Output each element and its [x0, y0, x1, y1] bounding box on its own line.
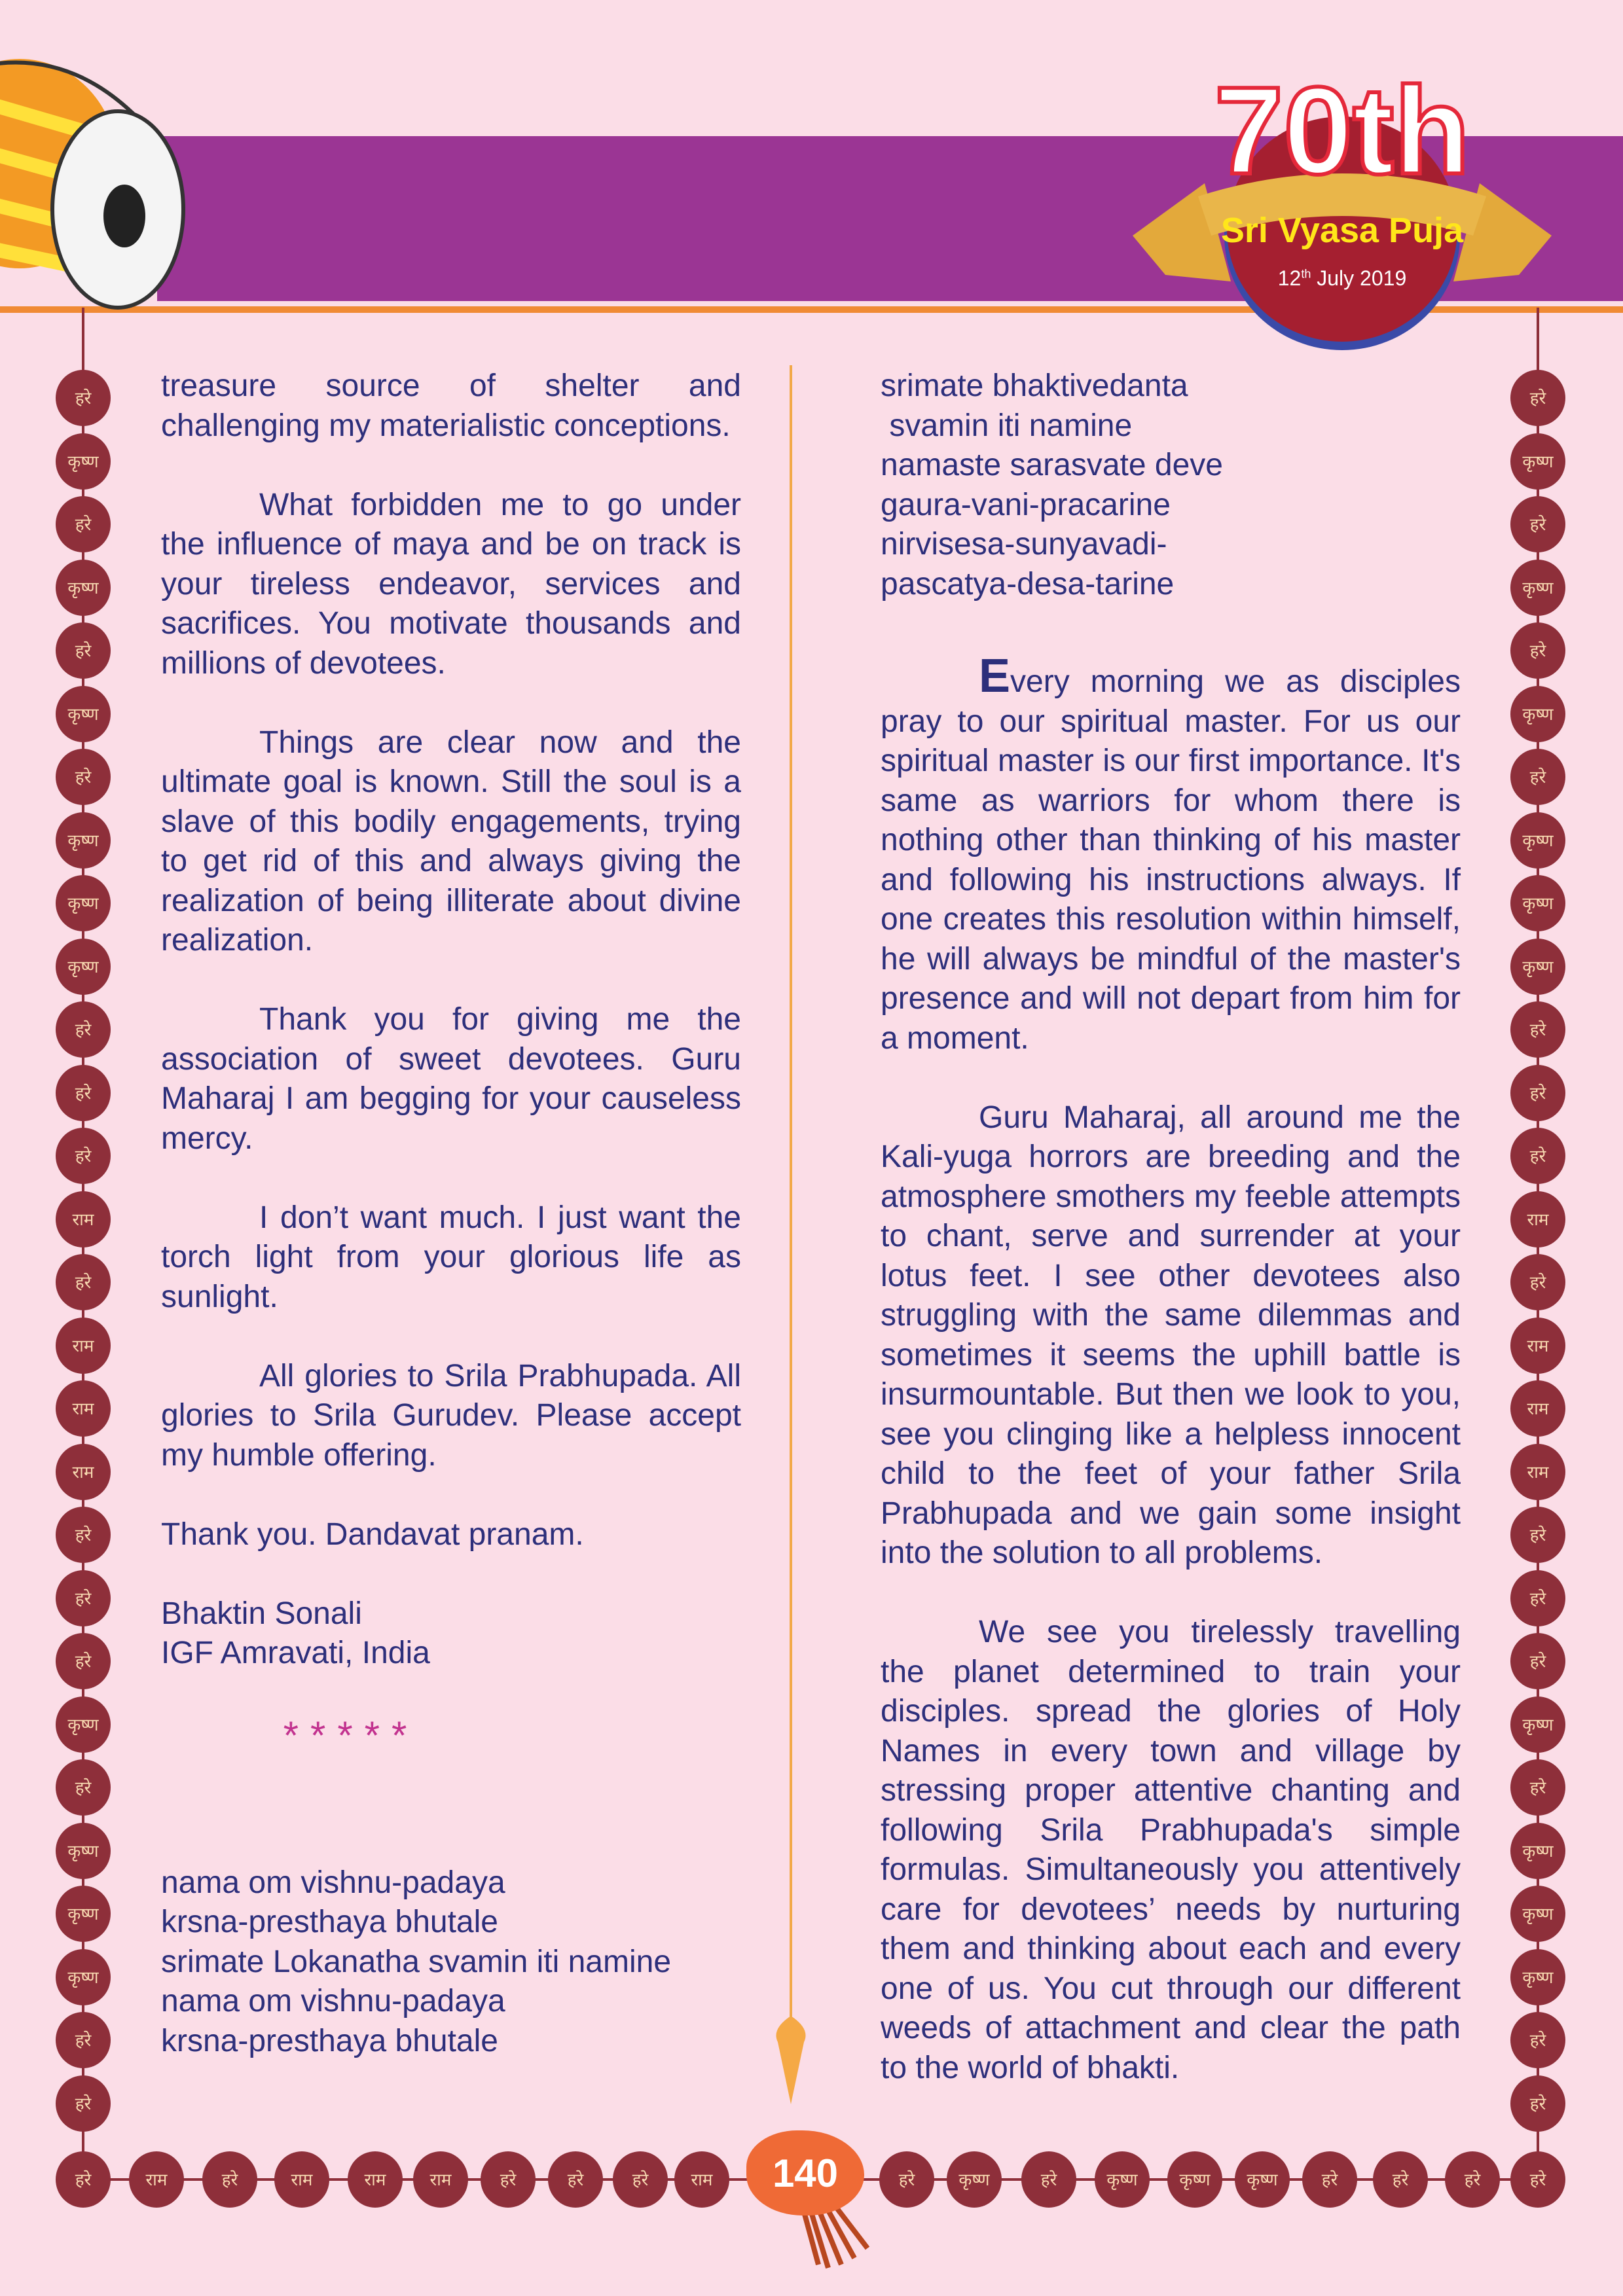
- bead: हरे: [1510, 2151, 1565, 2208]
- verse-line: svamin iti namine: [881, 408, 1133, 443]
- verse-line: nirvisesa-sunyavadi-: [881, 527, 1167, 562]
- bead: कृष्ण: [947, 2151, 1002, 2208]
- badge-date: 12th July 2019: [1277, 266, 1407, 290]
- bead: राम: [1510, 1444, 1565, 1500]
- signature-name: Bhaktin Sonali: [161, 1596, 362, 1631]
- badge-title: Sri Vyasa Puja: [1220, 211, 1464, 250]
- bead: कृष्ण: [1510, 560, 1565, 616]
- bead: हरे: [613, 2151, 668, 2208]
- left-column: [161, 367, 741, 2061]
- bead: हरे: [56, 2151, 111, 2208]
- bead: हरे: [879, 2151, 934, 2208]
- badge-number: 70th: [1214, 62, 1470, 200]
- left-paragraph-1: treasure source of shelter and challenging my materialistic conceptions.: [161, 368, 741, 443]
- bead: हरे: [56, 622, 111, 679]
- bead: कृष्ण: [56, 1886, 111, 1942]
- bead: कृष्ण: [56, 560, 111, 616]
- bead: कृष्ण: [56, 686, 111, 742]
- bead: कृष्ण: [1510, 1886, 1565, 1942]
- bead: हरे: [1510, 622, 1565, 679]
- bead: कृष्ण: [56, 875, 111, 931]
- bead: राम: [56, 1318, 111, 1374]
- verse-line: krsna-presthaya bhutale: [161, 2023, 498, 2058]
- page-number: 140: [746, 2130, 864, 2215]
- bead: हरे: [1510, 1759, 1565, 1816]
- verse-line: srimate Lokanatha svamin iti namine: [161, 1944, 672, 1979]
- bead: राम: [56, 1444, 111, 1500]
- bead: कृष्ण: [1510, 1949, 1565, 2005]
- bead: हरे: [56, 1507, 111, 1563]
- bead: हरे: [1373, 2151, 1428, 2208]
- bead: हरे: [1021, 2151, 1076, 2208]
- section-separator: *****: [283, 1713, 419, 1757]
- bead: राम: [274, 2151, 329, 2208]
- signature-place: IGF Amravati, India: [161, 1636, 430, 1670]
- verse-line: krsna-presthaya bhutale: [161, 1905, 498, 1939]
- right-paragraph-1: [881, 650, 1461, 1058]
- closing-line: Thank you. Dandavat pranam.: [161, 1516, 584, 1552]
- verse-line: srimate bhaktivedanta: [881, 368, 1188, 403]
- bead: कृष्ण: [56, 1949, 111, 2005]
- bead: हरे: [1510, 2012, 1565, 2068]
- bead: हरे: [1510, 1065, 1565, 1121]
- left-paragraph-5: I don’t want much. I just want the torch light from your glorious life as sunlight.: [161, 1200, 741, 1314]
- bead: हरे: [481, 2151, 536, 2208]
- bead: कृष्ण: [56, 812, 111, 869]
- right-paragraph-2: Guru Maharaj, all around me the Kali-yuga horrors are breeding and the atmosphere smothers my feeble attempts to chant, serve and surrender at your lotus feet. I see other devotees also struggling with the same dilemmas and sometimes it seems the uphill battle is insurmountable. But then we look to you, see you clinging like a helpless innocent child to the feet of your father Srila Prabhupada and we gain some insight into the solution to all problems.: [881, 1100, 1461, 1570]
- bead: राम: [129, 2151, 184, 2208]
- right-column: [881, 367, 1461, 2088]
- bead: कृष्ण: [1510, 686, 1565, 742]
- signature: [161, 1594, 741, 1674]
- bead: राम: [56, 1191, 111, 1247]
- mridanga-drum-icon: [0, 39, 196, 314]
- verse-line: gaura-vani-pracarine: [881, 487, 1171, 522]
- divider-drop-ornament: [771, 2016, 811, 2108]
- bead: कृष्ण: [56, 1696, 111, 1753]
- left-paragraph-2: What forbidden me to go under the influence of maya and be on track is your tireless endeavor, services and sacrifices. You motivate thousands and millions of devotees.: [161, 487, 741, 681]
- bead: कृष्ण: [56, 433, 111, 490]
- bead: हरे: [56, 2012, 111, 2068]
- verse-line: namaste sarasvate deve: [881, 448, 1223, 482]
- bead: हरे: [1445, 2151, 1500, 2208]
- bead: हरे: [56, 1254, 111, 1310]
- bead: हरे: [56, 1570, 111, 1626]
- bead: कृष्ण: [1510, 1696, 1565, 1753]
- bead: कृष्ण: [1510, 1823, 1565, 1879]
- right-verse: [881, 367, 1461, 604]
- bead: हरे: [1510, 2075, 1565, 2132]
- bead: कृष्ण: [56, 939, 111, 995]
- drop-cap: E: [979, 650, 1011, 702]
- right-paragraph-1-text: very morning we as disciples pray to our spiritual master. For us our spiritual master is our first importance. It's same as warriors for whom there is nothing other than thinking of his master and following his instructions always. If one creates this resolution within himself, he will always be mindful of the master's presence and will not depart from him for a moment.: [881, 664, 1461, 1056]
- bead: हरे: [56, 1001, 111, 1058]
- right-paragraph-3: We see you tirelessly travelling the planet determined to train your disciples. spread the glories of Holy Names in every town and village by stressing proper attentive chanting and following Srila Prabhupada's simple formulas. Simultaneously you attentively care for devotees’ needs by nurturing them and thinking about each and every one of us. You cut through our different weeds of attachment and clear the path to the world of bhakti.: [881, 1615, 1461, 2085]
- bead: हरे: [1302, 2151, 1357, 2208]
- bead: कृष्ण: [1510, 812, 1565, 869]
- bead: हरे: [56, 2075, 111, 2132]
- bead: कृष्ण: [1510, 433, 1565, 490]
- bead: राम: [1510, 1318, 1565, 1374]
- bead: हरे: [1510, 1633, 1565, 1689]
- bead: राम: [413, 2151, 468, 2208]
- bead: कृष्ण: [1510, 875, 1565, 931]
- bead: हरे: [1510, 370, 1565, 426]
- verse-line: pascatya-desa-tarine: [881, 566, 1175, 601]
- bead: राम: [348, 2151, 403, 2208]
- bead: कृष्ण: [1167, 2151, 1222, 2208]
- bead: हरे: [1510, 1507, 1565, 1563]
- bead: हरे: [1510, 1001, 1565, 1058]
- bead: कृष्ण: [1510, 939, 1565, 995]
- anniversary-badge: [1106, 62, 1578, 353]
- bead: हरे: [202, 2151, 257, 2208]
- bead: हरे: [56, 1633, 111, 1689]
- column-divider: [790, 365, 792, 2021]
- bead: कृष्ण: [1095, 2151, 1150, 2208]
- bead: राम: [674, 2151, 729, 2208]
- bead: राम: [56, 1380, 111, 1437]
- bead: कृष्ण: [56, 1823, 111, 1879]
- verse-line: nama om vishnu-padaya: [161, 1984, 505, 2018]
- bead: राम: [1510, 1380, 1565, 1437]
- bead: हरे: [1510, 749, 1565, 805]
- bead: हरे: [56, 1759, 111, 1816]
- left-paragraph-3: Things are clear now and the ultimate goal is known. Still the soul is a slave of this bodily engagements, trying to get rid of this and always giving the realization of being illiterate about divine realization.: [161, 725, 741, 958]
- bead: राम: [1510, 1191, 1565, 1247]
- bead: हरे: [1510, 1128, 1565, 1184]
- bead: हरे: [548, 2151, 603, 2208]
- bead: हरे: [56, 496, 111, 552]
- bead: हरे: [56, 370, 111, 426]
- bead: हरे: [56, 1128, 111, 1184]
- bead: कृष्ण: [1235, 2151, 1290, 2208]
- bead: हरे: [56, 749, 111, 805]
- verse-line: nama om vishnu-padaya: [161, 1865, 505, 1900]
- left-paragraph-6: All glories to Srila Prabhupada. All glories to Srila Gurudev. Please accept my humble offering.: [161, 1358, 741, 1473]
- bead: हरे: [1510, 1254, 1565, 1310]
- left-paragraph-4: Thank you for giving me the association of sweet devotees. Guru Maharaj I am begging for your causeless mercy.: [161, 1002, 741, 1156]
- left-verse: [161, 1863, 741, 2062]
- bead: हरे: [56, 1065, 111, 1121]
- bead: हरे: [1510, 1570, 1565, 1626]
- bead: हरे: [1510, 496, 1565, 552]
